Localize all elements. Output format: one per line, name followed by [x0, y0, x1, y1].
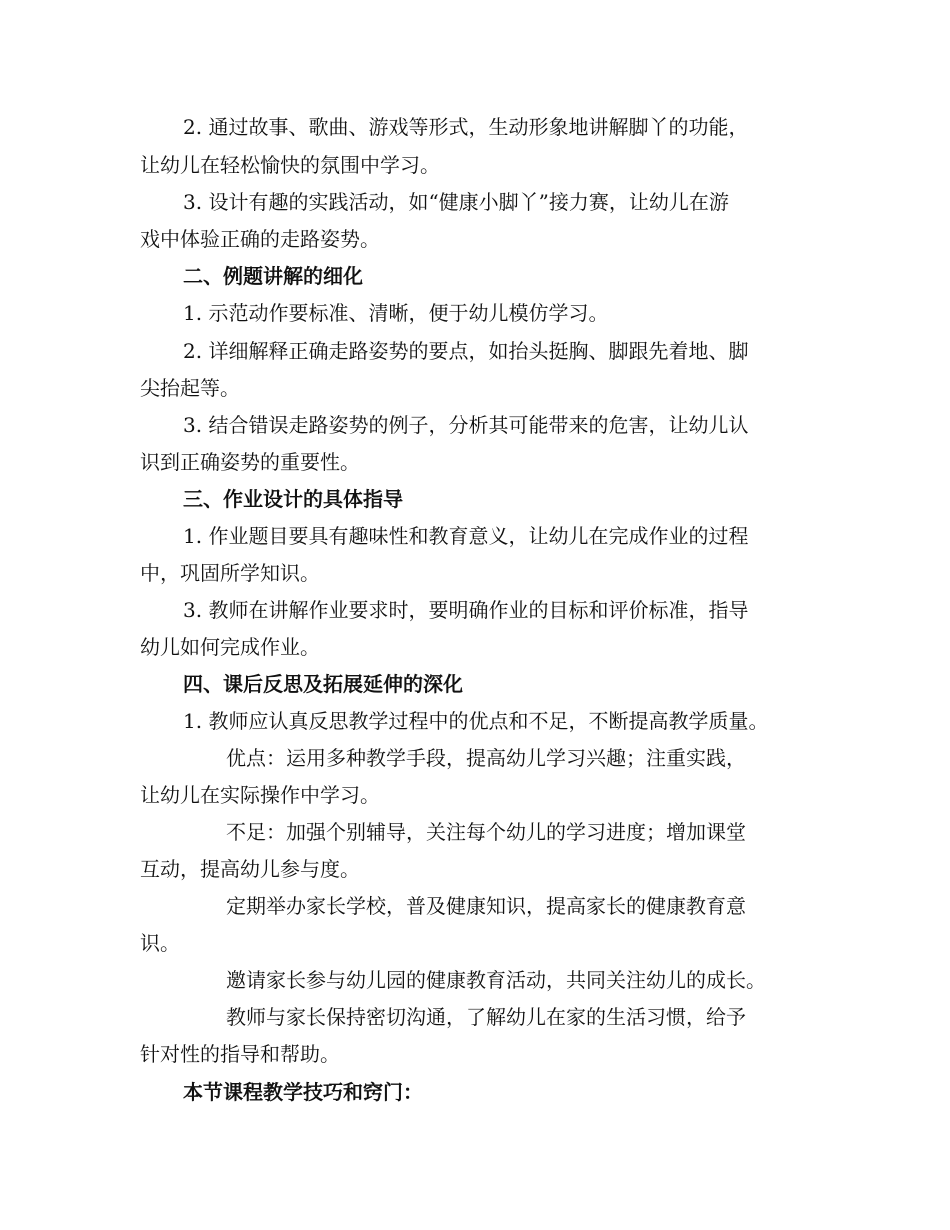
section-heading: 四、课后反思及拓展延伸的深化: [183, 672, 463, 696]
paragraph-line: 幼儿如何完成作业。: [140, 635, 320, 659]
paragraph-line: 针对性的指导和帮助。: [140, 1042, 340, 1066]
section-heading: 本节课程教学技巧和窍门：: [183, 1080, 423, 1104]
section-heading: 三、作业设计的具体指导: [183, 487, 403, 511]
paragraph-line: 戏中体验正确的走路姿势。: [140, 227, 380, 251]
paragraph-line: 1. 示范动作要标准、清晰，便于幼儿模仿学习。: [183, 301, 609, 325]
paragraph-line: 2. 通过故事、歌曲、游戏等形式，生动形象地讲解脚丫的功能，: [183, 115, 749, 139]
paragraph-line: 邀请家长参与幼儿园的健康教育活动，共同关注幼儿的成长。: [226, 968, 766, 992]
paragraph-line: 3. 结合错误走路姿势的例子，分析其可能带来的危害，让幼儿认: [183, 413, 749, 437]
paragraph-line: 1. 教师应认真反思教学过程中的优点和不足，不断提高教学质量。: [183, 709, 769, 733]
paragraph-line: 教师与家长保持密切沟通，了解幼儿在家的生活习惯，给予: [226, 1005, 746, 1029]
paragraph-line: 优点：运用多种教学手段，提高幼儿学习兴趣；注重实践，: [226, 746, 746, 770]
paragraph-line: 3. 设计有趣的实践活动，如“健康小脚丫”接力赛，让幼儿在游: [183, 190, 729, 214]
paragraph-line: 识到正确姿势的重要性。: [140, 450, 360, 474]
paragraph-line: 3. 教师在讲解作业要求时，要明确作业的目标和评价标准，指导: [183, 598, 749, 622]
paragraph-line: 1. 作业题目要具有趣味性和教育意义，让幼儿在完成作业的过程: [183, 524, 749, 548]
paragraph-line: 互动，提高幼儿参与度。: [140, 857, 360, 881]
paragraph-line: 识。: [140, 931, 180, 955]
paragraph-line: 不足：加强个别辅导，关注每个幼儿的学习进度；增加课堂: [226, 820, 746, 844]
paragraph-line: 尖抬起等。: [140, 376, 240, 400]
paragraph-line: 中，巩固所学知识。: [140, 561, 320, 585]
paragraph-line: 定期举办家长学校，普及健康知识，提高家长的健康教育意: [226, 894, 746, 918]
paragraph-line: 让幼儿在实际操作中学习。: [140, 783, 380, 807]
paragraph-line: 2. 详细解释正确走路姿势的要点，如抬头挺胸、脚跟先着地、脚: [183, 339, 749, 363]
section-heading: 二、例题讲解的细化: [183, 264, 363, 288]
paragraph-line: 让幼儿在轻松愉快的氛围中学习。: [140, 153, 440, 177]
